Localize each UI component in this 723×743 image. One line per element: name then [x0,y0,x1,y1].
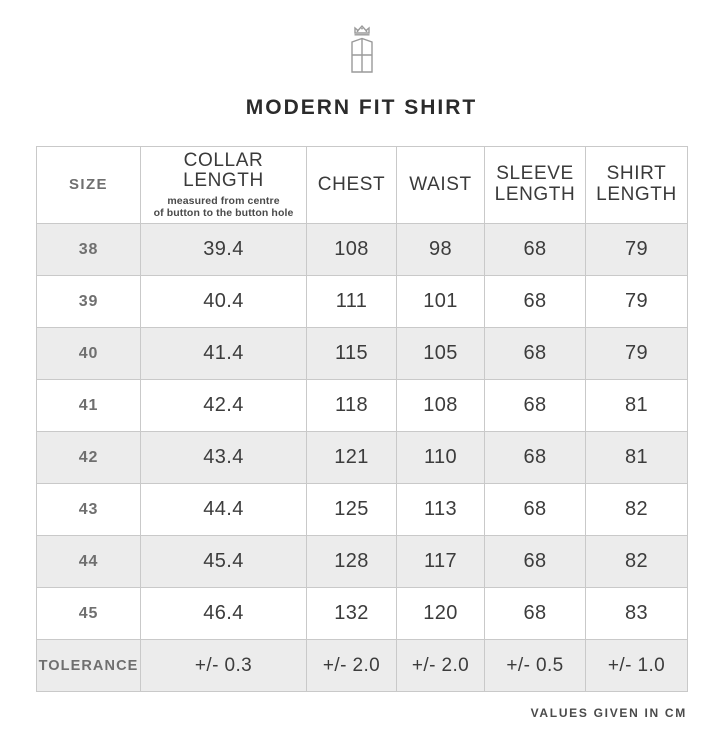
column-header-chest-label: CHEST [317,173,386,195]
column-header-chest [307,147,397,224]
cell-tolerance-chest: +/- 2.0 [307,640,397,692]
cell-chest: 125 [307,484,397,536]
cell-shirt: 79 [586,276,688,328]
table-body [37,224,688,692]
cell-chest: 121 [307,432,397,484]
cell-sleeve: 68 [485,224,586,276]
cell-size: 40 [37,328,141,380]
table-row [37,224,688,276]
cell-shirt: 79 [586,224,688,276]
cell-size: 45 [37,588,141,640]
cell-collar: 39.4 [141,224,307,276]
cell-waist: 101 [397,276,485,328]
cell-shirt: 81 [586,380,688,432]
column-header-waist-label: WAIST [409,173,472,195]
cell-size: 42 [37,432,141,484]
table-row [37,276,688,328]
cell-sleeve: 68 [485,432,586,484]
table-row [37,432,688,484]
size-table-container [36,146,687,692]
cell-tolerance-label: TOLERANCE [37,640,141,692]
cell-collar: 42.4 [141,380,307,432]
cell-waist: 120 [397,588,485,640]
table-row [37,380,688,432]
cell-waist: 110 [397,432,485,484]
cell-tolerance-sleeve: +/- 0.5 [485,640,586,692]
cell-size: 38 [37,224,141,276]
column-header-shirt-label-line1: SHIRT [606,163,667,185]
cell-sleeve: 68 [485,588,586,640]
shirt-crown-logo-icon [338,22,386,78]
page-title: MODERN FIT SHIRT [245,96,478,119]
table-row [37,484,688,536]
units-footnote: VALUES GIVEN IN CM [530,706,687,720]
column-header-collar-length-label: COLLAR LENGTH [183,149,264,192]
table-row [37,328,688,380]
cell-waist: 98 [397,224,485,276]
cell-waist: 117 [397,536,485,588]
column-header-size-label: SIZE [69,175,108,193]
column-header-size [37,147,141,224]
cell-shirt: 82 [586,484,688,536]
brand-logo-area [0,0,723,78]
column-header-shirt-length [586,147,688,224]
cell-waist: 113 [397,484,485,536]
cell-collar: 43.4 [141,432,307,484]
column-header-waist [397,147,485,224]
cell-chest: 128 [307,536,397,588]
cell-sleeve: 68 [485,380,586,432]
table-row [37,588,688,640]
cell-chest: 132 [307,588,397,640]
cell-shirt: 79 [586,328,688,380]
cell-shirt: 83 [586,588,688,640]
cell-tolerance-waist: +/- 2.0 [397,640,485,692]
cell-sleeve: 68 [485,328,586,380]
cell-tolerance-collar: +/- 0.3 [141,640,307,692]
size-table [36,146,688,692]
column-header-collar-length [141,147,307,224]
cell-collar: 44.4 [141,484,307,536]
column-header-collar-note-line1: measured from centre [167,194,280,207]
cell-size: 43 [37,484,141,536]
table-header-row [37,147,688,224]
cell-size: 41 [37,380,141,432]
cell-shirt: 82 [586,536,688,588]
column-header-sleeve-label-line2: LENGTH [494,184,576,205]
cell-chest: 108 [307,224,397,276]
column-header-collar-note-line2: of button to the button hole [153,207,294,220]
cell-tolerance-shirt: +/- 1.0 [586,640,688,692]
cell-waist: 105 [397,328,485,380]
cell-sleeve: 68 [485,536,586,588]
cell-chest: 115 [307,328,397,380]
cell-chest: 118 [307,380,397,432]
column-header-shirt-label-line2: LENGTH [596,184,677,205]
cell-collar: 46.4 [141,588,307,640]
cell-collar: 40.4 [141,276,307,328]
cell-shirt: 81 [586,432,688,484]
table-head [37,147,688,224]
column-header-sleeve-length [485,147,586,224]
cell-sleeve: 68 [485,276,586,328]
cell-chest: 111 [307,276,397,328]
cell-waist: 108 [397,380,485,432]
column-header-sleeve-label-line1: SLEEVE [496,163,574,185]
cell-size: 39 [37,276,141,328]
table-row-tolerance [37,640,688,692]
cell-collar: 45.4 [141,536,307,588]
cell-size: 44 [37,536,141,588]
cell-sleeve: 68 [485,484,586,536]
cell-collar: 41.4 [141,328,307,380]
table-row [37,536,688,588]
